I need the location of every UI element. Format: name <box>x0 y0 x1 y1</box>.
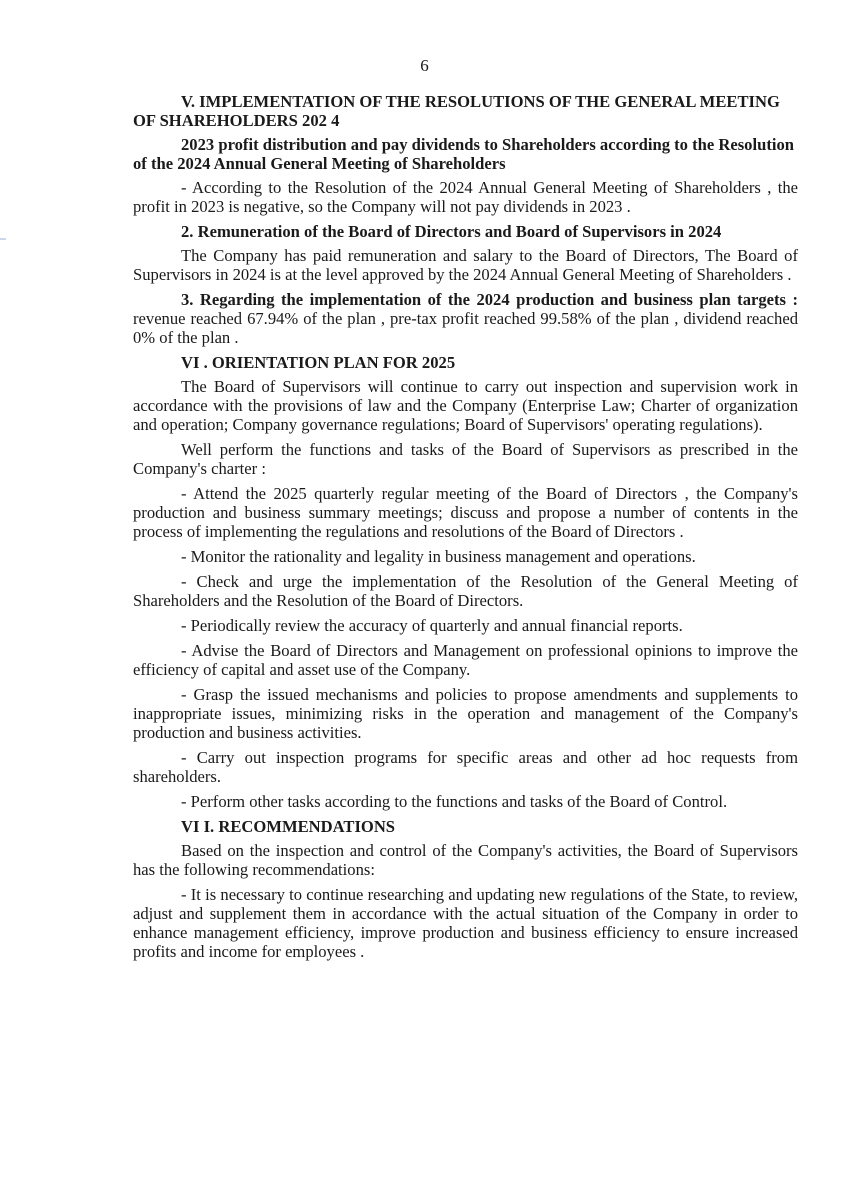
section-6-bullet: - Attend the 2025 quarterly regular meeting of the Board of Directors , the Company's production and business summary meetings; discuss and propose a number of contents in the process of implementing the regulations and resolutions of the Board of Directors . <box>133 484 798 541</box>
section-5-item-2-text: The Company has paid remuneration and salary to the Board of Directors, The Board of Supervisors in 2024 is at the level approved by the 2024 Annual General Meeting of Shareholders . <box>133 246 798 284</box>
section-5-item-3-text: revenue reached 67.94% of the plan , pre-tax profit reached 99.58% of the plan , dividend reached 0% of the plan . <box>133 309 798 347</box>
section-5-item-1-text: - According to the Resolution of the 2024 Annual General Meeting of Shareholders , the profit in 2023 is negative, so the Company will not pay dividends in 2023 . <box>133 178 798 216</box>
section-6-bullet: - Perform other tasks according to the functions and tasks of the Board of Control. <box>181 792 728 811</box>
section-7-paragraph-1: Based on the inspection and control of the Company's activities, the Board of Supervisors has the following recommendations: <box>133 841 798 879</box>
section-6-bullet: - Monitor the rationality and legality in business management and operations. <box>181 547 696 566</box>
section-5-item-3 <box>133 290 798 347</box>
section-6-bullet: - Check and urge the implementation of the Resolution of the General Meeting of Shareholders and the Resolution of the Board of Directors. <box>133 572 798 610</box>
section-5-item-1-title: 2023 profit distribution and pay dividends to Shareholders according to the Resolution of the 2024 Annual General Meeting of Shareholders <box>133 135 794 173</box>
section-6-bullet: - Grasp the issued mechanisms and policies to propose amendments and supplements to inappropriate issues, minimizing risks in the operation and management of the Company's production and business activities. <box>133 685 798 742</box>
scan-artifact <box>0 238 6 240</box>
section-5-item-3-title: 3. Regarding the implementation of the 2024 production and business plan targets : <box>181 290 798 309</box>
section-6-bullet: - Advise the Board of Directors and Management on professional opinions to improve the efficiency of capital and asset use of the Company. <box>133 641 798 679</box>
section-6-paragraph-1: The Board of Supervisors will continue to carry out inspection and supervision work in accordance with the provisions of law and the Company (Enterprise Law; Charter of organization and operation; Company governance regulations; Board of Supervisors' operating regulations). <box>133 377 798 434</box>
section-6-bullet: - Periodically review the accuracy of quarterly and annual financial reports. <box>181 616 683 635</box>
page-number: 6 <box>420 56 429 75</box>
section-6-heading: VI . ORIENTATION PLAN FOR 2025 <box>181 353 456 372</box>
section-7-heading: VI I. RECOMMENDATIONS <box>181 817 396 836</box>
section-5-item-2-title: 2. Remuneration of the Board of Directors and Board of Supervisors in 2024 <box>181 222 722 241</box>
document-body <box>133 92 798 967</box>
section-5-heading: V. IMPLEMENTATION OF THE RESOLUTIONS OF THE GENERAL MEETING OF SHAREHOLDERS 202 4 <box>133 92 780 130</box>
section-6-bullet: - Carry out inspection programs for specific areas and other ad hoc requests from shareholders. <box>133 748 798 786</box>
section-6-paragraph-2: Well perform the functions and tasks of the Board of Supervisors as prescribed in the Company's charter : <box>133 440 798 478</box>
section-7-paragraph-2: - It is necessary to continue researching and updating new regulations of the State, to review, adjust and supplement them in accordance with the actual situation of the Company in order to enhance management efficiency, improve production and business efficiency to ensure increased profits and income for employees . <box>133 885 798 961</box>
